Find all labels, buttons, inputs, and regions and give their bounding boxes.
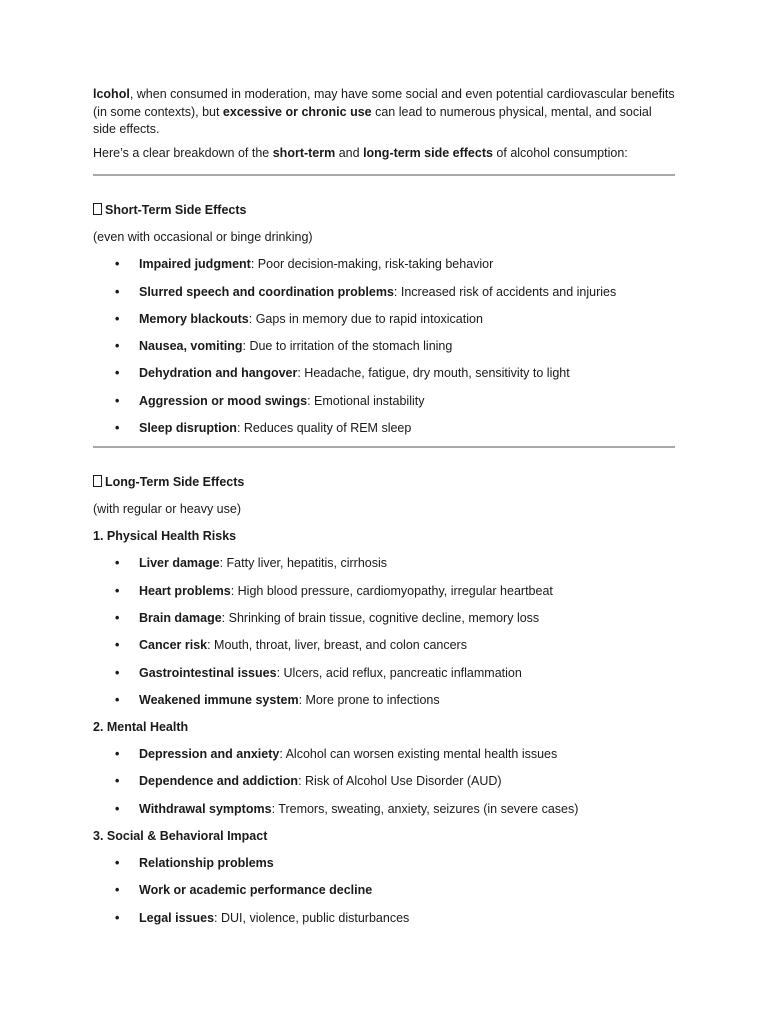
list-item — [93, 311, 675, 327]
bullet-icon: • — [115, 610, 120, 625]
bullet-icon: • — [115, 692, 120, 707]
bullet-icon: • — [115, 665, 120, 680]
bullet-icon: • — [115, 910, 120, 925]
list-item — [93, 256, 675, 272]
list-item-description: : Mouth, throat, liver, breast, and colon cancers — [207, 638, 467, 653]
list-item — [93, 746, 675, 762]
list-item-term: Gastrointestinal issues — [139, 665, 277, 680]
short-term-note: (even with occasional or binge drinking) — [93, 230, 313, 244]
bullet-icon: • — [115, 393, 120, 408]
breakdown-bold-b: long-term side effects — [363, 145, 493, 160]
bullet-icon: • — [115, 638, 120, 653]
list-item — [93, 555, 675, 571]
list-item-description: : Due to irritation of the stomach lining — [242, 339, 453, 354]
short-term-heading — [93, 202, 675, 218]
list-item-description: : Risk of Alcohol Use Disorder (AUD) — [298, 774, 502, 789]
list-item-description: : Reduces quality of REM sleep — [236, 421, 412, 436]
mental-health-list — [93, 746, 675, 817]
bullet-icon: • — [115, 556, 120, 571]
list-item-term: Nausea, vomiting — [139, 339, 243, 354]
list-item — [93, 665, 675, 681]
list-item-description: : Shrinking of brain tissue, cognitive decline, memory loss — [221, 610, 540, 625]
list-item-description: : Ulcers, acid reflux, pancreatic inflammation — [276, 665, 522, 680]
list-item — [93, 882, 675, 898]
list-item — [93, 610, 675, 626]
list-item-term: Legal issues — [139, 910, 215, 925]
short-term-heading-text: Short-Term Side Effects — [105, 203, 247, 217]
list-item-term: Dependence and addiction — [139, 774, 299, 789]
intro-bold-lead: lcohol — [93, 87, 130, 101]
list-item-term: Impaired judgment — [139, 257, 251, 272]
list-item-term: Depression and anxiety — [139, 747, 280, 762]
list-item-description: : Tremors, sweating, anxiety, seizures (in severe cases) — [271, 801, 579, 816]
list-item-term: Heart problems — [139, 583, 231, 598]
list-item — [93, 338, 675, 354]
bullet-icon: • — [115, 801, 120, 816]
list-item-term: Withdrawal symptoms — [139, 801, 272, 816]
long-term-heading — [93, 474, 675, 490]
bullet-icon: • — [115, 339, 120, 354]
list-item-term: Liver damage — [139, 556, 220, 571]
breakdown-text-a: Here’s a clear breakdown of the — [93, 145, 273, 160]
bullet-icon: • — [115, 583, 120, 598]
list-item — [93, 365, 675, 381]
breakdown-paragraph — [93, 145, 675, 163]
bullet-icon: • — [115, 747, 120, 762]
list-item-term: Aggression or mood swings — [139, 393, 308, 408]
list-item-description: : Alcohol can worsen existing mental health issues — [279, 747, 558, 762]
breakdown-text-c: of alcohol consumption: — [492, 145, 628, 160]
list-item-term: Brain damage — [139, 610, 222, 625]
breakdown-text-b: and — [335, 145, 364, 160]
list-item-term: Memory blackouts — [139, 311, 249, 326]
physical-health-heading: 1. Physical Health Risks — [93, 529, 237, 544]
intro-text-a: , when consumed in moderation, may have some social and even potential cardiovascular benefits (in some contexts), but — [93, 87, 675, 119]
list-item-term: Slurred speech and coordination problems — [139, 284, 394, 299]
bullet-icon: • — [115, 311, 120, 326]
long-term-note: (with regular or heavy use) — [93, 502, 241, 517]
list-item — [93, 284, 675, 300]
list-item-description: : Headache, fatigue, dry mouth, sensitivity to light — [297, 366, 570, 381]
bullet-icon: • — [115, 284, 120, 299]
bullet-icon: • — [115, 774, 120, 789]
list-item-description: : DUI, violence, public disturbances — [214, 910, 410, 925]
mental-health-heading: 2. Mental Health — [93, 719, 189, 734]
bullet-icon: • — [115, 856, 120, 871]
social-impact-list — [93, 855, 675, 926]
social-impact-heading: 3. Social & Behavioral Impact — [93, 828, 268, 843]
list-item — [93, 583, 675, 599]
breakdown-bold-a: short-term — [272, 145, 336, 160]
bullet-icon: • — [115, 366, 120, 381]
document-page — [93, 86, 675, 926]
list-item — [93, 637, 675, 653]
bullet-icon: • — [115, 257, 120, 272]
list-item-description: : Increased risk of accidents and injuries — [393, 284, 617, 299]
list-item — [93, 420, 675, 436]
divider-2 — [93, 446, 675, 448]
list-item-description: : Fatty liver, hepatitis, cirrhosis — [219, 556, 388, 571]
bullet-icon: • — [115, 883, 120, 898]
bullet-icon: • — [115, 421, 120, 436]
divider-1 — [93, 174, 675, 176]
long-term-heading-text: Long-Term Side Effects — [105, 475, 245, 490]
list-item — [93, 855, 675, 871]
intro-paragraph — [93, 86, 675, 139]
list-item-description: : High blood pressure, cardiomyopathy, irregular heartbeat — [230, 583, 553, 598]
list-item-term: Cancer risk — [139, 638, 208, 653]
list-item — [93, 393, 675, 409]
list-item — [93, 692, 675, 708]
list-item-term: Work or academic performance decline — [139, 883, 373, 898]
list-item — [93, 773, 675, 789]
list-item-description: : More prone to infections — [298, 692, 440, 707]
missing-glyph-icon — [93, 203, 102, 215]
list-item — [93, 801, 675, 817]
missing-glyph-icon — [93, 475, 102, 487]
intro-bold-mid: excessive or chronic use — [222, 104, 372, 119]
list-item-term: Sleep disruption — [139, 421, 237, 436]
list-item-term: Weakened immune system — [139, 692, 299, 707]
list-item — [93, 910, 675, 926]
list-item-term: Dehydration and hangover — [139, 366, 298, 381]
physical-health-list — [93, 555, 675, 707]
list-item-description: : Gaps in memory due to rapid intoxication — [248, 311, 483, 326]
intro-text-b: can lead to numerous physical, mental, and social side effects. — [93, 104, 652, 136]
short-term-list — [93, 256, 675, 436]
list-item-term: Relationship problems — [139, 856, 274, 871]
list-item-description: : Poor decision-making, risk-taking behavior — [250, 257, 494, 272]
list-item-description: : Emotional instability — [307, 393, 425, 408]
